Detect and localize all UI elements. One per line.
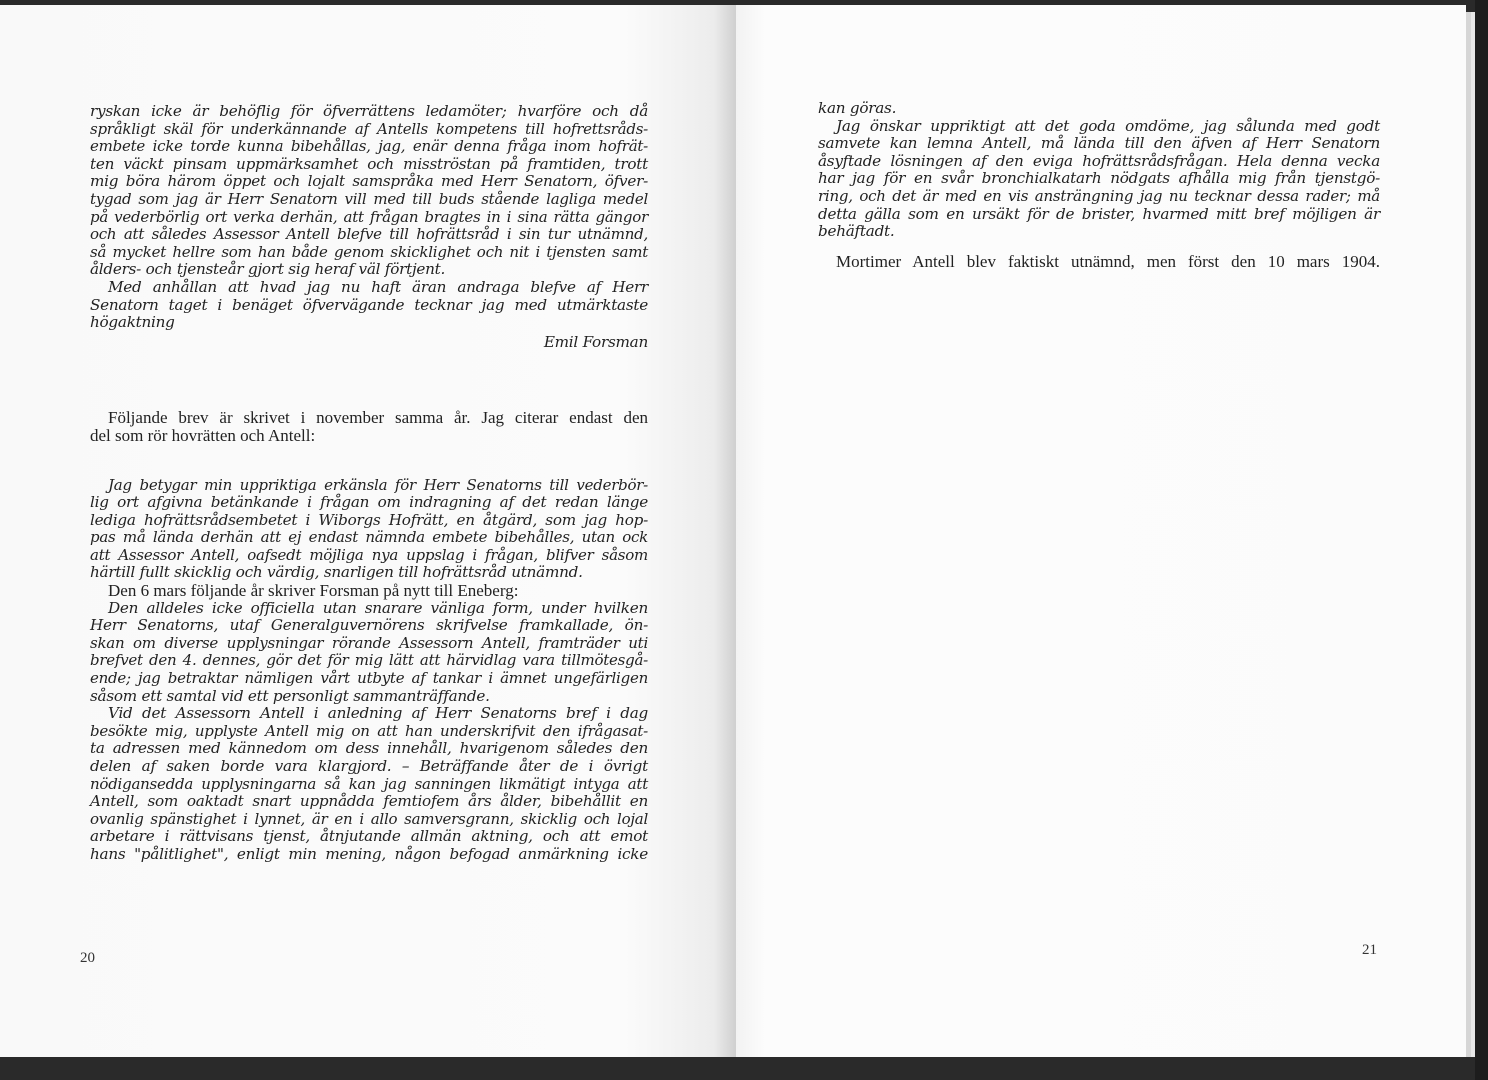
text-line: högaktning [90,313,175,332]
text-line: brefvet den 4. dennes, gör det för mig lätt att härvidlag vara tillmötesgå- [90,651,648,670]
text-line: arbetare i rättvisans tjenst, åtnjutande allmän aktning, och att emot [90,827,648,846]
letter-excerpt-2 [90,477,648,583]
text-line: Jag betygar min uppriktiga erkänsla för Herr Senatorns till vederbör- [108,475,648,494]
text-line: skan om diverse upplysningar rörande Assessorn Antell, framträder uti [90,633,648,652]
text-line: detta gälla som en ursäkt för de brister, hvarmed mitt bref möjligen är [818,204,1380,223]
text-line: såsom ett samtal vid ett personligt sammanträffande. [90,686,490,705]
text-line: och att således Assessor Antell blefve till hofrättsråd i sin tur utnämnd, [90,225,648,244]
closing-paragraph [818,253,1380,271]
background-edge [1475,0,1488,1080]
letter-excerpt-3 [90,600,648,864]
text-line: pas må lända derhän att ej endast nämnda embete bibehålles, utan ock [90,528,648,547]
text-line: samvete kan lemna Antell, må lända till den äfven af Herr Senatorn [818,134,1380,153]
text-line: språkligt skäl för underkännande af Antells kompetens till hofrettsråds- [90,119,648,138]
text-line: ring, och det är med en vis ansträngning jag nu tecknar dessa rader; må [818,186,1380,205]
left-page-text [90,103,648,864]
text-line: åsyftade lösningen af den eviga hofrättsrådsfrågan. Hela denna vecka [818,151,1380,170]
page-number-right: 21 [1362,942,1377,958]
text-line: Med anhållan att hvad jag nu haft äran andraga blefve af Herr [108,277,648,296]
text-line: Antell, som oaktadt snart uppnådda femtiofem års ålder, bibehållit en [90,792,648,811]
text-line: mig böra härom öppet och lojalt samspråka med Herr Senatorn, öfver- [90,172,648,191]
text-line: har jag för en svår bronchialkatarh nödgats afhålla mig från tjenstgö- [818,169,1380,188]
text-line: Senatorn taget i benäget öfvervägande tecknar jag med utmärktaste [90,295,648,314]
text-line: lig ort afgivna betänkande i frågan om indragning af det redan länge [90,493,648,512]
text-line: nödigansedda upplysningarna så kan jag sanningen likmätigt intyga att [90,774,648,793]
text-line: på vederbörlig ort verka derhän, att frågan bragtes in i sina rätta gängor [90,207,648,226]
text-line: Den 6 mars följande år skriver Forsman på nytt till Eneberg: [108,581,519,601]
text-line: embete icke torde kunna bibehållas, jag, enär denna fråga inom hofrät- [90,137,648,156]
text-line: lediga hofrättsrådsembetet i Wiborgs Hofrätt, en åtgärd, som jag hop- [90,510,648,529]
text-line: kan göras. [818,99,897,117]
text-line: Den alldeles icke officiella utan snarare vänliga form, under hvilken [108,598,648,617]
text-line: Jag önskar uppriktigt att det goda omdöme, jag sålunda med godt [836,116,1380,135]
text-line: ålders- och tjensteår gjort sig heraf väl förtjent. [90,260,446,279]
text-line: del som rör hovrätten och Antell: [90,425,316,445]
text-line: Mortimer Antell blev faktiskt utnämnd, men först den 10 mars 1904. [836,251,1380,271]
text-line: ten väckt pinsam uppmärksamhet och misströstan på framtiden, trott [90,154,648,173]
text-line: härtill fullt skicklig och värdig, snarligen till hofrättsråd utnämnd. [90,563,583,582]
narration-paragraph [90,582,648,600]
text-line: så mycket hellre som han både genom skicklighet och nit i tjensten samt [90,242,648,261]
text-line: delen af saken borde vara klargjord. – Beträffande åter de i övrigt [90,757,648,775]
text-line: Herr Senatorns, utaf Generalguvernörens skrifvelse framkallade, ön- [90,616,648,635]
text-line: Vid det Assessorn Antell i anledning af Herr Senatorns bref i dag [108,704,648,723]
letter-continuation [818,100,1380,241]
signature: Emil Forsman [543,332,648,351]
letter-excerpt-1 [90,103,648,351]
text-line: besökte mig, upplyste Antell mig on att han underskrifvit den ifrågasat- [90,721,648,740]
text-line: tygad som jag är Herr Senatorn vill med till buds stående lagliga medel [90,189,648,208]
text-line: ta adressen med kännedom om dess innehåll, hvarigenom således den [90,739,648,758]
text-line: ende; jag betraktar nämligen vårt utbyte af tankar i ämnet ungefärligen [90,669,648,688]
page-number-left: 20 [80,950,95,966]
text-line: att Assessor Antell, oafsedt möjliga nya uppslag i frågan, blifver såsom [90,545,648,564]
text-line: behäftadt. [818,222,895,241]
text-line: hans "pålitlighet", enligt min mening, någon befogad anmärkning icke [90,844,648,863]
text-line: ovanlig spänstighet i lynnet, är en i allo samversgrann, skicklig och lojal [90,809,648,828]
right-page-text [818,100,1380,270]
text-line: Följande brev är skrivet i november samma år. Jag citerar endast den [108,408,648,428]
intro-paragraph [90,409,648,444]
text-line: ryskan icke är behöflig för öfverrättens ledamöter; hvarföre och då [90,102,648,120]
